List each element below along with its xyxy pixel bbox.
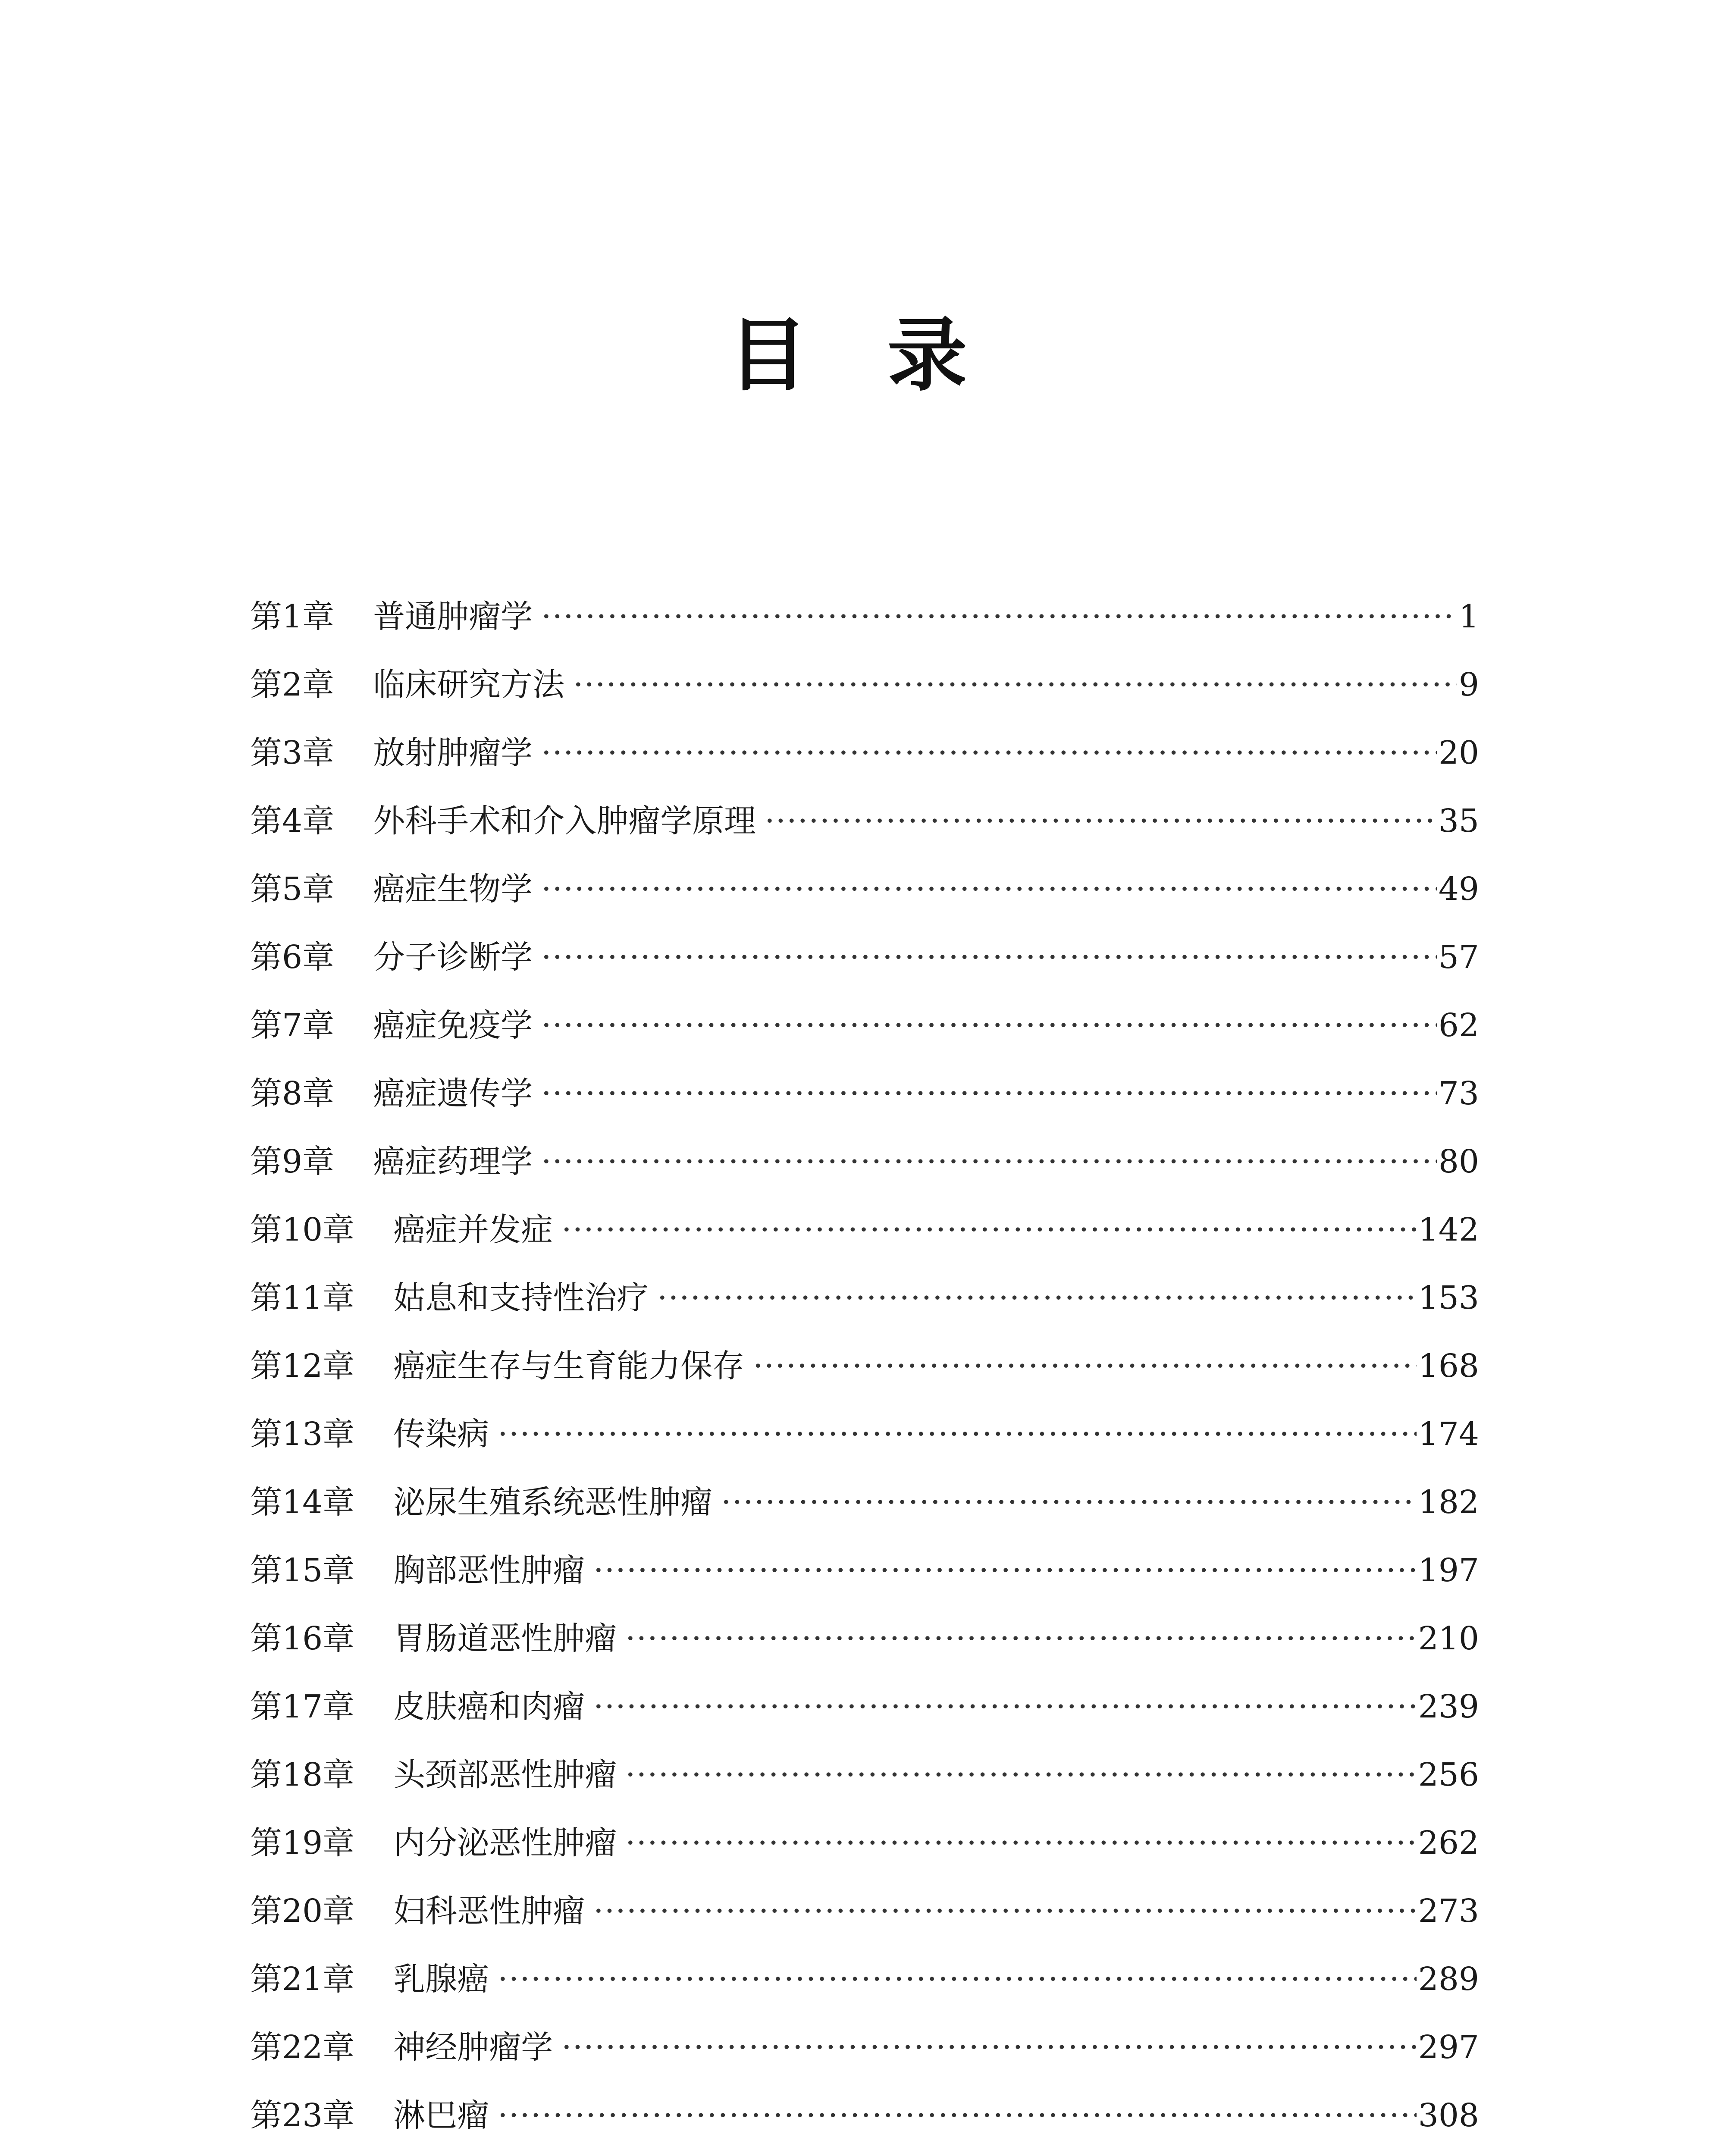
toc-entry[interactable] (250, 1140, 1479, 1208)
dot-leader (541, 936, 1437, 979)
chapter-number: 第20章 (250, 1893, 355, 1930)
dot-leader (573, 663, 1457, 706)
toc-entry[interactable] (250, 1821, 1479, 1890)
chapter-number: 第11章 (250, 1279, 355, 1316)
chapter-title: 外科手术和介入肿瘤学原理 (373, 802, 756, 840)
page-number: 142 (1418, 1211, 1479, 1248)
toc-entry[interactable] (250, 1276, 1479, 1344)
chapter-number: 第2章 (250, 666, 335, 703)
page-number: 174 (1418, 1416, 1479, 1453)
dot-leader (593, 1685, 1417, 1728)
page-number: 57 (1438, 939, 1479, 976)
chapter-title: 癌症生物学 (373, 871, 533, 908)
page-number: 62 (1438, 1007, 1479, 1044)
table-of-contents (250, 595, 1479, 2156)
dot-leader (541, 1140, 1437, 1183)
page-number: 239 (1418, 1688, 1479, 1725)
chapter-number: 第9章 (250, 1143, 335, 1180)
page-number: 168 (1418, 1348, 1479, 1385)
dot-leader (498, 1413, 1417, 1456)
page-number: 289 (1418, 1961, 1479, 1998)
toc-entry[interactable] (250, 595, 1479, 663)
toc-entry[interactable] (250, 2026, 1479, 2094)
chapter-number: 第14章 (250, 1484, 355, 1521)
chapter-number: 第18章 (250, 1756, 355, 1793)
dot-leader (541, 868, 1437, 911)
chapter-title: 癌症遗传学 (373, 1075, 533, 1112)
toc-entry[interactable] (250, 1685, 1479, 1753)
page-number: 210 (1418, 1620, 1479, 1657)
page-number: 308 (1418, 2097, 1479, 2134)
chapter-number: 第5章 (250, 871, 335, 908)
page-number: 35 (1438, 802, 1479, 840)
chapter-title: 乳腺癌 (393, 1961, 489, 1998)
dot-leader (625, 1753, 1417, 1796)
chapter-title: 胃肠道恶性肿瘤 (393, 1620, 617, 1657)
chapter-number: 第3章 (250, 734, 335, 771)
page-number: 297 (1418, 2029, 1479, 2066)
chapter-title: 神经肿瘤学 (393, 2029, 553, 2066)
toc-entry[interactable] (250, 1004, 1479, 1072)
dot-leader (593, 1549, 1417, 1592)
chapter-title: 传染病 (393, 1416, 489, 1453)
chapter-number: 第10章 (250, 1211, 355, 1248)
toc-entry[interactable] (250, 936, 1479, 1004)
dot-leader (765, 799, 1437, 843)
page-number: 256 (1418, 1756, 1479, 1793)
chapter-number: 第16章 (250, 1620, 355, 1657)
chapter-title: 癌症药理学 (373, 1143, 533, 1180)
dot-leader (561, 1208, 1417, 1251)
toc-entry[interactable] (250, 1481, 1479, 1549)
page-number: 20 (1438, 734, 1479, 771)
chapter-title: 皮肤癌和肉瘤 (393, 1688, 585, 1725)
toc-entry[interactable] (250, 1072, 1479, 1140)
toc-entry[interactable] (250, 1208, 1479, 1276)
page-title: 目 录 (728, 308, 993, 402)
chapter-number: 第23章 (250, 2097, 355, 2134)
toc-entry[interactable] (250, 1549, 1479, 1617)
chapter-title: 妇科恶性肿瘤 (393, 1893, 585, 1930)
dot-leader (561, 2026, 1417, 2069)
chapter-number: 第19章 (250, 1824, 355, 1861)
toc-entry[interactable] (250, 1413, 1479, 1481)
chapter-number: 第13章 (250, 1416, 355, 1453)
chapter-number: 第7章 (250, 1007, 335, 1044)
chapter-number: 第1章 (250, 598, 335, 635)
toc-entry[interactable] (250, 1958, 1479, 2026)
toc-entry[interactable] (250, 1617, 1479, 1685)
chapter-number: 第15章 (250, 1552, 355, 1589)
chapter-number: 第17章 (250, 1688, 355, 1725)
dot-leader (498, 1958, 1417, 2001)
chapter-number: 第21章 (250, 1961, 355, 1998)
dot-leader (593, 1890, 1417, 1933)
page-number: 262 (1418, 1824, 1479, 1861)
page-number: 273 (1418, 1893, 1479, 1930)
chapter-title: 头颈部恶性肿瘤 (393, 1756, 617, 1793)
toc-entry[interactable] (250, 1753, 1479, 1821)
toc-entry[interactable] (250, 2094, 1479, 2156)
chapter-title: 癌症生存与生育能力保存 (393, 1348, 745, 1385)
chapter-title: 泌尿生殖系统恶性肿瘤 (393, 1484, 713, 1521)
dot-leader (541, 1004, 1437, 1047)
page-number: 1 (1458, 598, 1479, 635)
page-number: 182 (1418, 1484, 1479, 1521)
chapter-title: 胸部恶性肿瘤 (393, 1552, 585, 1589)
chapter-number: 第22章 (250, 2029, 355, 2066)
chapter-title: 癌症免疫学 (373, 1007, 533, 1044)
chapter-title: 分子诊断学 (373, 939, 533, 976)
toc-entry[interactable] (250, 1344, 1479, 1413)
chapter-number: 第4章 (250, 802, 335, 840)
dot-leader (541, 1072, 1437, 1115)
chapter-number: 第8章 (250, 1075, 335, 1112)
dot-leader (541, 731, 1437, 774)
chapter-title: 姑息和支持性治疗 (393, 1279, 649, 1316)
dot-leader (541, 595, 1457, 638)
dot-leader (625, 1617, 1417, 1660)
dot-leader (498, 2094, 1417, 2137)
page-number: 80 (1438, 1143, 1479, 1180)
chapter-title: 普通肿瘤学 (373, 598, 533, 635)
chapter-title: 癌症并发症 (393, 1211, 553, 1248)
toc-entry[interactable] (250, 663, 1479, 731)
toc-entry[interactable] (250, 799, 1479, 868)
page-number: 49 (1438, 871, 1479, 908)
page-number: 9 (1458, 666, 1479, 703)
toc-entry[interactable] (250, 1890, 1479, 1958)
chapter-number: 第6章 (250, 939, 335, 976)
page-number: 73 (1438, 1075, 1479, 1112)
chapter-number: 第12章 (250, 1348, 355, 1385)
dot-leader (753, 1344, 1417, 1388)
chapter-title: 内分泌恶性肿瘤 (393, 1824, 617, 1861)
dot-leader (721, 1481, 1417, 1524)
dot-leader (657, 1276, 1417, 1319)
toc-entry[interactable] (250, 731, 1479, 799)
page-number: 197 (1418, 1552, 1479, 1589)
dot-leader (625, 1821, 1417, 1865)
chapter-title: 淋巴瘤 (393, 2097, 489, 2134)
toc-entry[interactable] (250, 868, 1479, 936)
page-number: 153 (1418, 1279, 1479, 1316)
chapter-title: 临床研究方法 (373, 666, 565, 703)
chapter-title: 放射肿瘤学 (373, 734, 533, 771)
